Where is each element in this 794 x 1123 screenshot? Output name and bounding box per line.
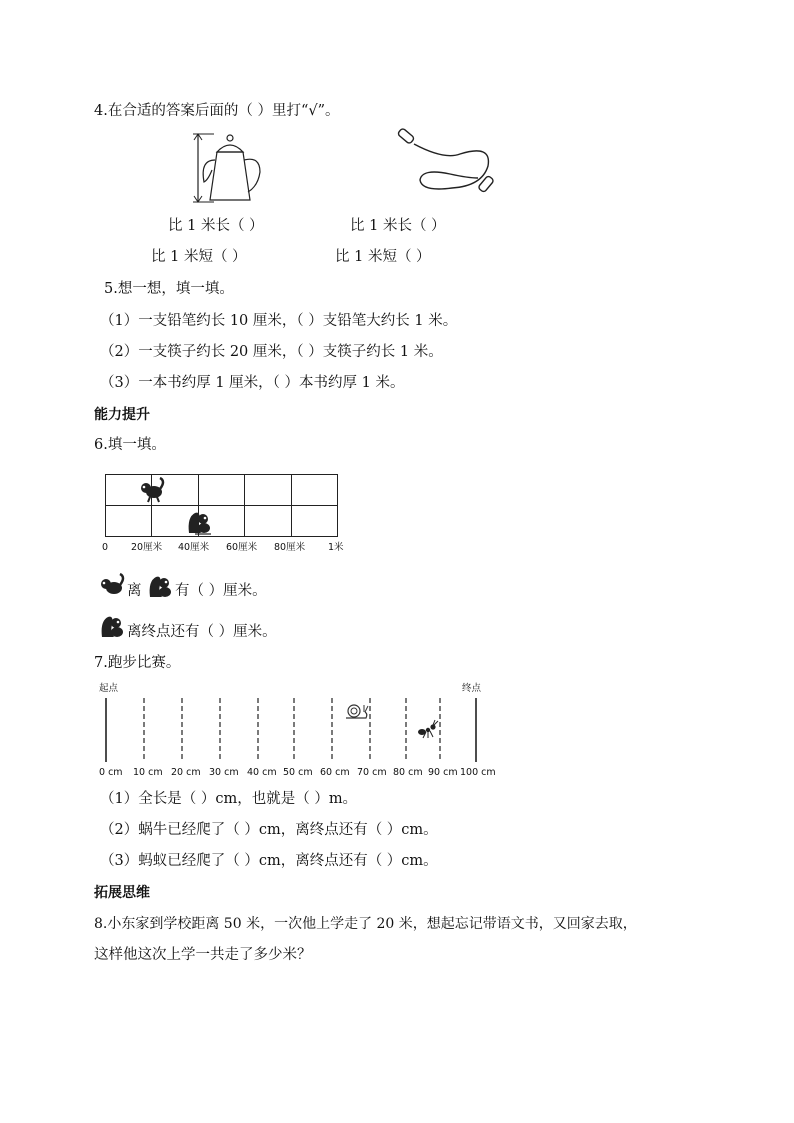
q6-line2-end: 离终点还有（ ）厘米。	[127, 624, 277, 640]
chipmunk-icon-inline	[98, 573, 126, 599]
q6-axis-0: 0	[102, 542, 109, 553]
q5-item-1: （1）一支铅笔约长 10 厘米，（ ）支铅笔大约长 1 米。	[100, 313, 458, 329]
squirrel-icon	[185, 509, 213, 535]
q7-item-2: （2）蜗牛已经爬了（ ）cm，离终点还有（ ）cm。	[100, 822, 438, 838]
q6-axis-20: 20厘米	[131, 542, 163, 553]
q7-tick-30: 30 cm	[209, 767, 239, 778]
q8-line1: 8.小东家到学校距离 50 米，一次他上学走了 20 米，想起忘记带语文书，又回家去取，	[94, 916, 637, 932]
q5-title: 5.想一想，填一填。	[104, 281, 234, 297]
q5-item-2: （2）一支筷子约长 20 厘米，（ ）支筷子约长 1 米。	[100, 344, 443, 360]
q7-tick-80: 80 cm	[393, 767, 423, 778]
jump-rope-icon	[392, 124, 502, 202]
q6-title: 6.填一填。	[94, 437, 166, 453]
q6-axis-40: 40厘米	[178, 542, 210, 553]
q5-item-3: （3）一本书约厚 1 厘米，（ ）本书约厚 1 米。	[100, 375, 405, 391]
q6-line1-end: 有（ ）厘米。	[175, 583, 267, 599]
rope-shorter: 比 1 米短（ ）	[335, 249, 431, 265]
q6-axis-1m: 1米	[328, 542, 344, 553]
section-extend: 拓展思维	[94, 885, 150, 901]
q7-tick-0: 0 cm	[99, 767, 123, 778]
teapot-icon	[190, 130, 270, 206]
teapot-shorter: 比 1 米短（ ）	[151, 249, 247, 265]
q8-line2: 这样他这次上学一共走了多少米？	[94, 947, 312, 963]
section-ability: 能力提升	[94, 407, 150, 423]
rope-longer: 比 1 米长（ ）	[350, 218, 446, 234]
q7-tick-60: 60 cm	[320, 767, 350, 778]
q7-tick-100: 100 cm	[460, 767, 496, 778]
q7-item-1: （1）全长是（ ）cm，也就是（ ）m。	[100, 791, 358, 807]
q6-axis-80: 80厘米	[274, 542, 306, 553]
snail-icon	[344, 702, 370, 720]
q7-tick-70: 70 cm	[357, 767, 387, 778]
q7-title: 7.跑步比赛。	[94, 655, 181, 671]
q7-end-label: 终点	[462, 683, 482, 694]
squirrel-icon-inline-2	[98, 613, 126, 639]
q7-item-3: （3）蚂蚁已经爬了（ ）cm，离终点还有（ ）cm。	[100, 853, 438, 869]
q6-line1-mid: 离	[127, 583, 142, 599]
teapot-longer: 比 1 米长（ ）	[168, 218, 264, 234]
q6-axis-60: 60厘米	[226, 542, 258, 553]
q7-tick-90: 90 cm	[428, 767, 458, 778]
ant-icon	[416, 720, 440, 740]
q7-tick-40: 40 cm	[247, 767, 277, 778]
q7-tick-10: 10 cm	[133, 767, 163, 778]
chipmunk-icon	[138, 477, 166, 503]
q4-title: 4.在合适的答案后面的（ ）里打“√”。	[94, 103, 340, 119]
q7-tick-50: 50 cm	[283, 767, 313, 778]
q7-tick-20: 20 cm	[171, 767, 201, 778]
squirrel-icon-inline	[146, 573, 174, 599]
q7-start-label: 起点	[99, 683, 119, 694]
